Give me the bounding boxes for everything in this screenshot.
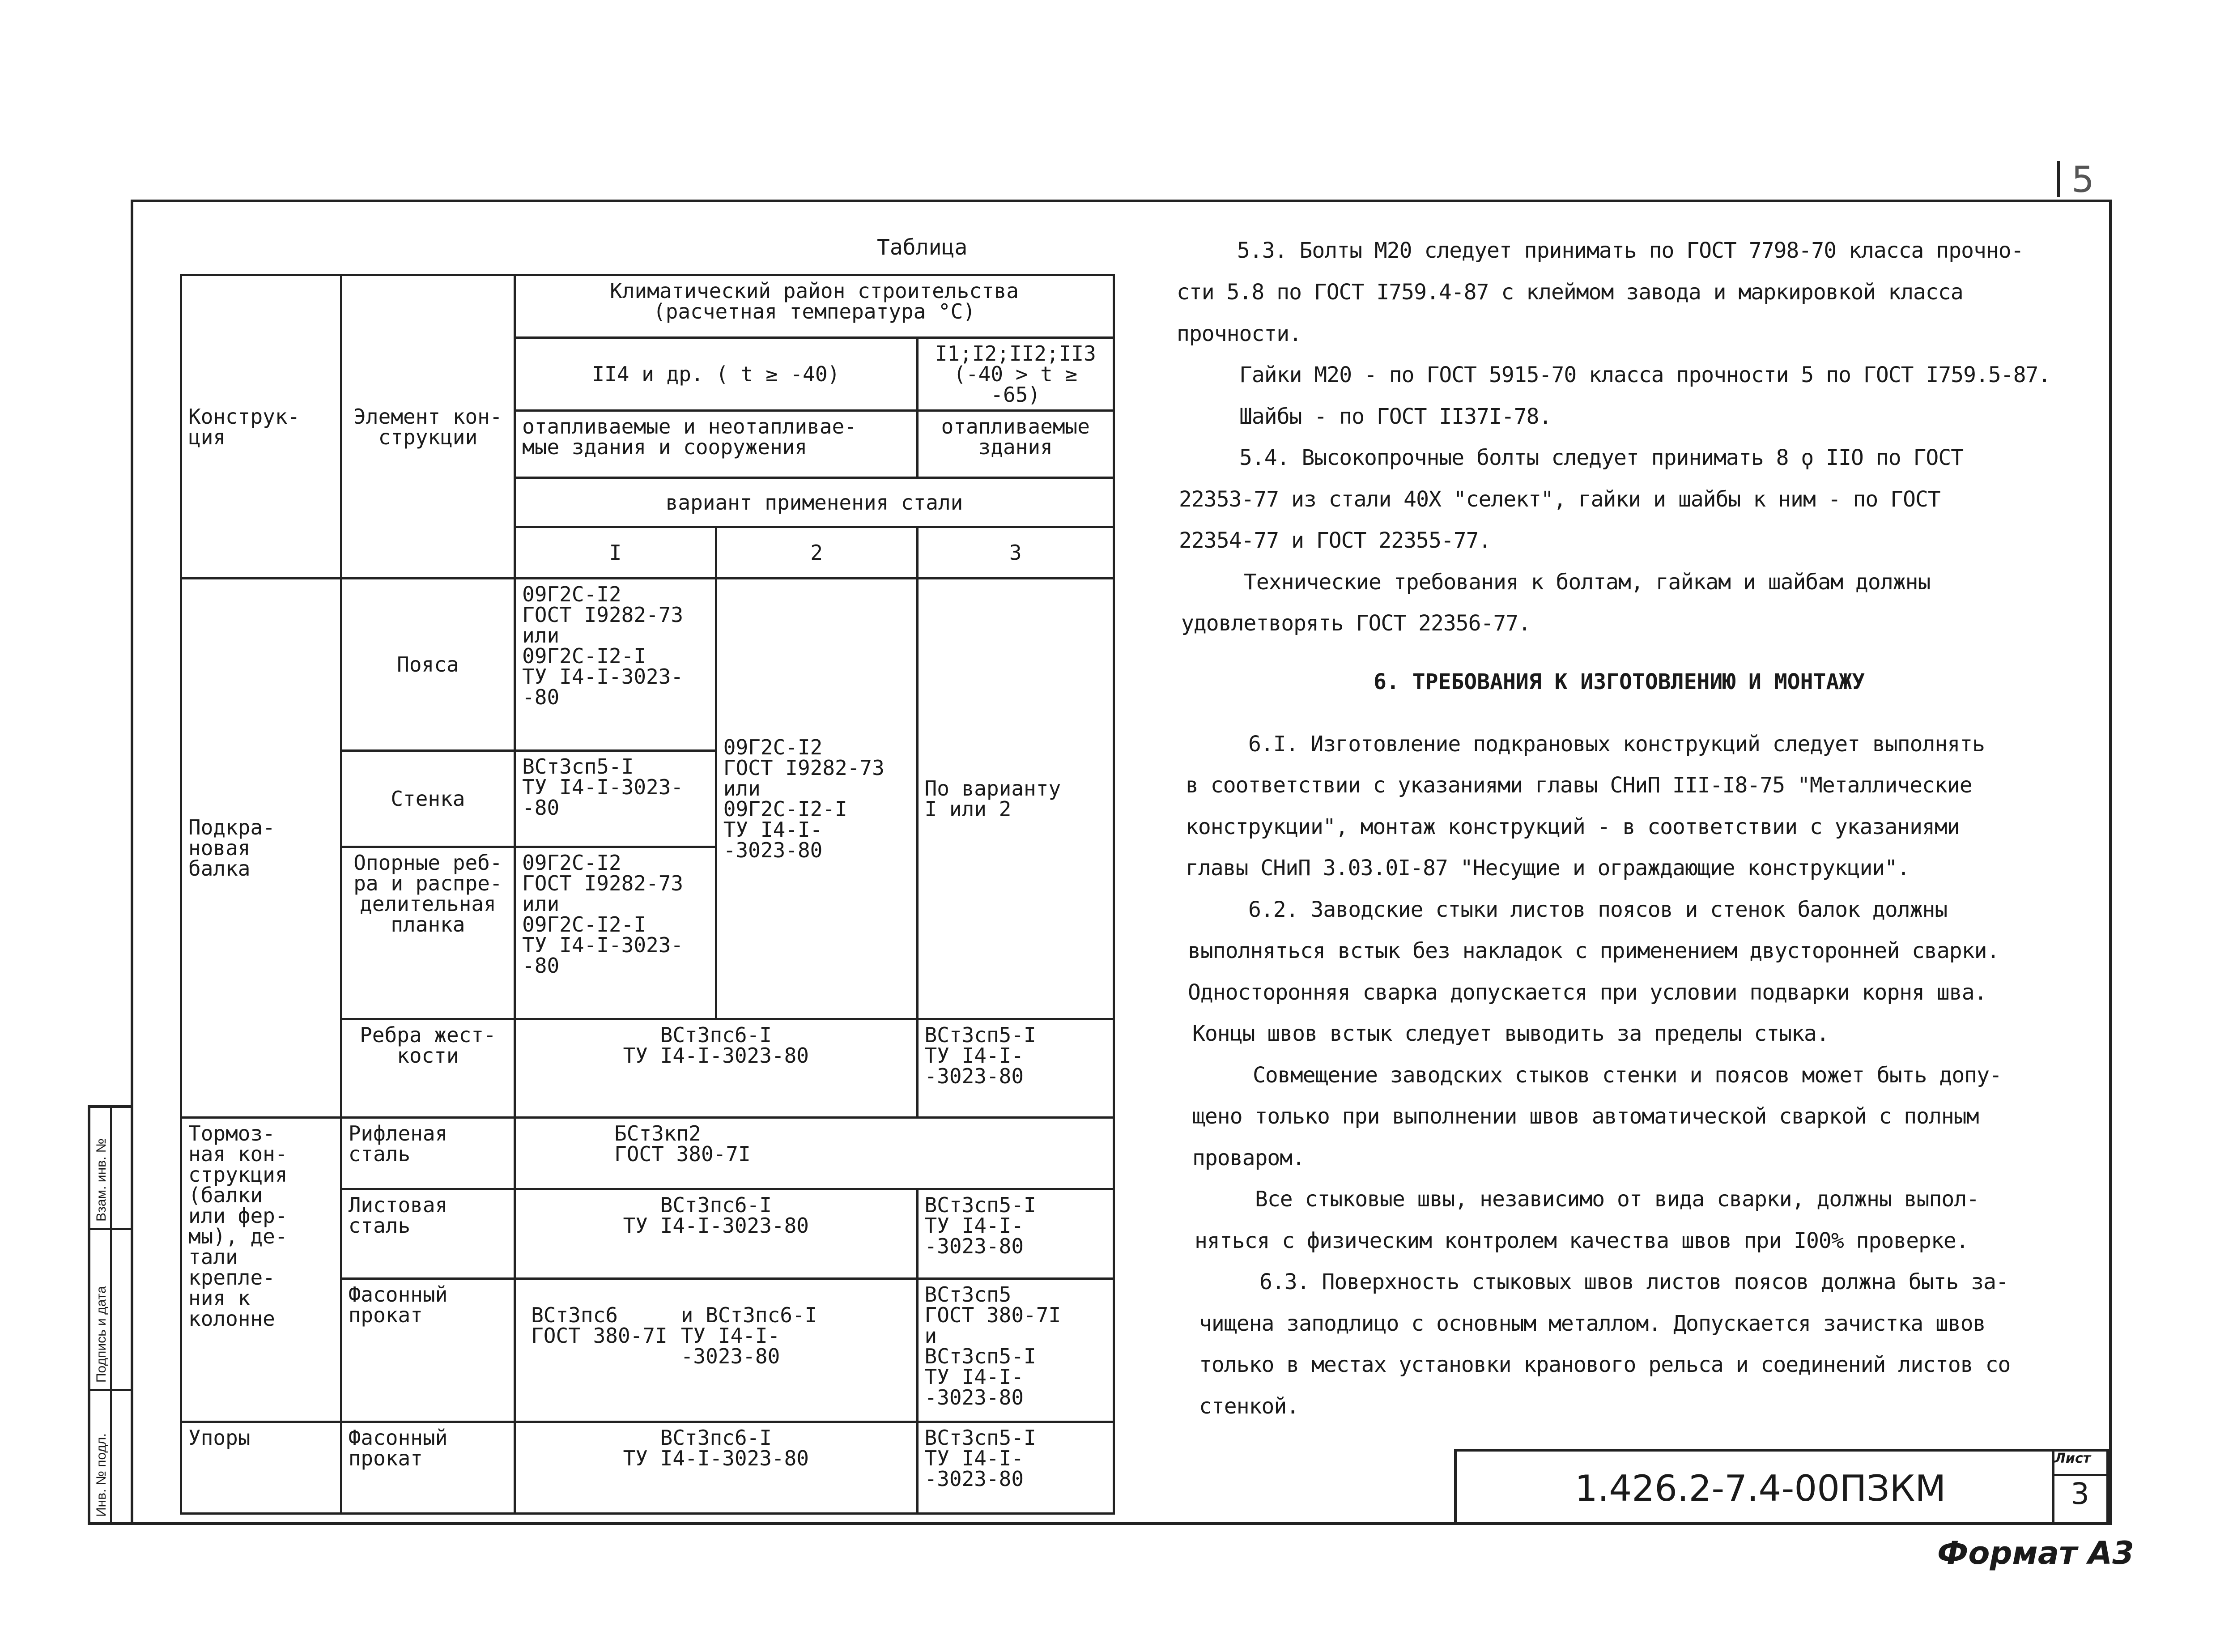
shaped-variant-12 [515,1279,917,1422]
text-line: выполняться встык без накладок с применением двусторонней сварки. [1188,938,1999,963]
head-buildings-1: отапливаемые и неотапливае- мые здания и сооружения [515,411,917,478]
text-line: удовлетворять ГОСТ 22356-77. [1181,611,1531,636]
row-crane-beam: Подкра- новая балка [181,579,341,1118]
head-climate: Климатический район строительства (расчетная температура °С) [515,275,1114,338]
element-shaped-steel: Фасонный прокат [341,1279,515,1422]
text-line: только в местах установки кранового рельса и соединений листов со [1199,1352,2011,1377]
shaped-v12-part-a: ВСт3пс6 ГОСТ 380-7I [531,1303,668,1348]
head-element: Элемент кон- струкции [341,275,515,579]
stiffeners-variant-12: ВСт3пс6-I ТУ I4-I-3023-80 [515,1019,917,1118]
text-line: 6.I. Изготовление подкрановых конструкций следует выполнять [1248,732,1985,757]
text-line: главы СНиП 3.03.0I-87 "Несущие и ограждающие конструкции". [1186,856,1910,881]
crane-variant-2: 09Г2С-I2 ГОСТ I9282-73 или 09Г2С-I2-I ТУ I4-I- -3023-80 [716,579,917,1019]
text-line: чищена заподлицо с основным металлом. Допускается зачистка швов [1199,1311,1986,1336]
wall-variant-1: ВСт3сп5-I ТУ I4-I-3023- -80 [515,751,716,847]
side-label-inventory: Инв. № подл. [94,1433,109,1517]
text-line: конструкции", монтаж конструкций - в соответствии с указаниями [1186,814,1960,839]
shaped-variant-3: ВСт3сп5 ГОСТ 380-7I и ВСт3сп5-I ТУ I4-I- -3023-80 [917,1279,1114,1422]
sheet-number: 3 [2071,1477,2089,1511]
support-variant-1: 09Г2С-I2 ГОСТ I9282-73 или 09Г2С-I2-I ТУ I4-I-3023- -80 [515,847,716,1019]
element-stiffeners: Ребра жест- кости [341,1019,515,1118]
stops-variant-3: ВСт3сп5-I ТУ I4-I- -3023-80 [917,1422,1114,1514]
text-line: Совмещение заводских стыков стенки и поясов может быть допу- [1253,1063,2002,1088]
element-stops-shaped: Фасонный прокат [341,1422,515,1514]
ribbed-all-variants: БСт3кп2 ГОСТ 380-7I [515,1118,1114,1189]
section-6-title: 6. ТРЕБОВАНИЯ К ИЗГОТОВЛЕНИЮ И МОНТАЖУ [1374,669,1865,694]
text-line: Шайбы - по ГОСТ II37I-78. [1239,404,1552,429]
head-variant-2: 2 [716,527,917,579]
sheet-code: 1.426.2-7.4-00ПЗКМ [1575,1468,1946,1509]
text-line: 5.3. Болты М20 следует принимать по ГОСТ 7798-70 класса прочно- [1237,238,2024,263]
row-stops: Упоры [181,1422,341,1514]
head-variant: вариант применения стали [515,478,1114,527]
element-support-ribs: Опорные реб- ра и распре- делительная планка [341,847,515,1019]
table-caption: Таблица [877,235,968,260]
head-buildings-2: отапливаемые здания [917,411,1114,478]
text-line: Технические требования к болтам, гайкам и шайбам должны [1244,570,1931,595]
text-line: 22353-77 из стали 40Х "селект", гайки и шайбы к ним - по ГОСТ [1179,487,1940,512]
element-ribbed-steel: Рифленая сталь [341,1118,515,1189]
text-line: Односторонняя сварка допускается при условии подварки корня шва. [1188,980,1987,1005]
text-line: 5.4. Высокопрочные болты следует принимать 8 ϙ IIО по ГОСТ [1239,445,1964,470]
shaped-v12-part-b: и ВСт3пс6-I ТУ I4-I- -3023-80 [680,1303,817,1368]
text-line: стенкой. [1199,1394,1299,1419]
text-line: в соответствии с указаниями главы СНиП III-I8-75 "Металлические [1186,773,1972,798]
head-construction: Конструк- ция [181,275,341,579]
corner-page-number: 5 [2071,159,2094,200]
text-line: 6.3. Поверхность стыковых швов листов поясов должна быть за- [1259,1269,2008,1294]
element-belts: Пояса [341,579,515,751]
text-line: Гайки М20 - по ГОСТ 5915-70 класса прочности 5 по ГОСТ I759.5-87. [1239,362,2051,387]
side-label-replace: Взам. инв. № [94,1138,109,1222]
head-variant-3: 3 [917,527,1114,579]
text-line: 6.2. Заводские стыки листов поясов и стенок балок должны [1248,897,1948,922]
side-label-signature: Подпись и дата [94,1286,109,1383]
belts-variant-1: 09Г2С-I2 ГОСТ I9282-73 или 09Г2С-I2-I ТУ I4-I-3023- -80 [515,579,716,751]
text-line: сти 5.8 по ГОСТ I759.4-87 с клеймом завода и маркировкой класса [1177,280,1963,305]
element-wall: Стенка [341,751,515,847]
format-label: Формат А3 [1937,1535,2134,1571]
element-sheet-steel: Листовая сталь [341,1189,515,1279]
row-brake-structure: Тормоз- ная кон- струкция (балки или фер- мы), де- тали крепле- ния к колонне [181,1118,341,1422]
text-line: няться с физическим контролем качества швов при I00% проверке. [1195,1228,1969,1253]
text-line: проваром. [1192,1145,1305,1171]
head-zone-1: II4 и др. ( t ≥ -40) [515,338,917,411]
corner-divider [2057,161,2060,197]
head-variant-1: I [515,527,716,579]
stops-variant-12: ВСт3пс6-I ТУ I4-I-3023-80 [515,1422,917,1514]
text-line: Все стыковые швы, независимо от вида сварки, должны выпол- [1255,1187,1979,1212]
steel-spec-table [180,274,1115,1515]
text-line: щено только при выполнении швов автоматической сваркой с полным [1192,1104,1979,1129]
text-line: 22354-77 и ГОСТ 22355-77. [1179,528,1491,553]
text-line: Концы швов встык следует выводить за пределы стыка. [1192,1021,1829,1046]
stiffeners-variant-3: ВСт3сп5-I ТУ I4-I- -3023-80 [917,1019,1114,1118]
crane-variant-3: По варианту I или 2 [917,579,1114,1019]
text-line: прочности. [1177,321,1301,346]
sheet-variant-3: ВСт3сп5-I ТУ I4-I- -3023-80 [917,1189,1114,1279]
head-zone-2: I1;I2;II2;II3 (-40 > t ≥ -65) [917,338,1114,411]
sheet-label: Лист [2054,1451,2091,1466]
sheet-variant-12: ВСт3пс6-I ТУ I4-I-3023-80 [515,1189,917,1279]
